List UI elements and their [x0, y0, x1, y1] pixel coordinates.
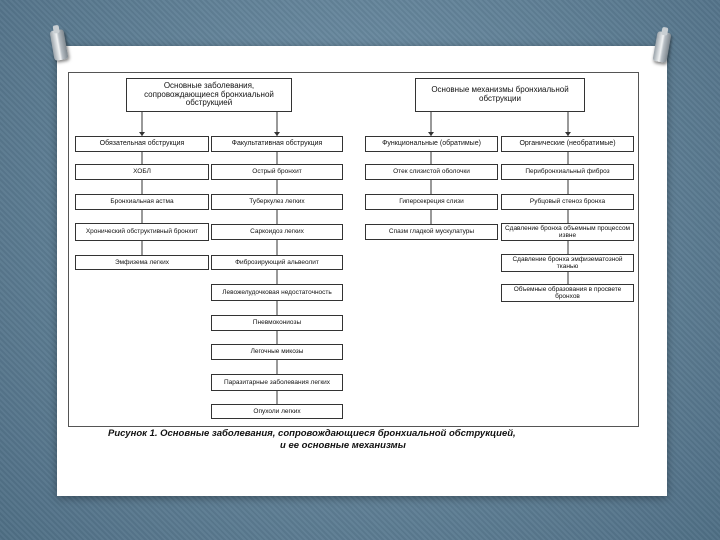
left-root-label: Основные заболевания, сопровождающиеся бронхиальной обструкцией — [144, 80, 274, 108]
obligatory-item-label: ХОБЛ — [133, 168, 151, 176]
facultative-item-label: Паразитарные заболевания легких — [223, 378, 331, 386]
facultative-item-label: Легочные микозы — [250, 348, 304, 356]
organic-item — [501, 194, 634, 210]
functional-item-label: Спазм гладкой мускулатуры — [388, 228, 475, 236]
organic-item-label: Перибронхиальный фиброз — [525, 168, 610, 176]
functional-item-label: Отек слизистой оболочки — [393, 168, 470, 176]
facultative-item — [211, 315, 343, 331]
category-functional — [365, 136, 498, 152]
facultative-item-label: Левожелудочковая недостаточность — [222, 288, 332, 296]
right-root-label: Основные механизмы бронхиальной обструкции — [431, 85, 569, 103]
facultative-item-label: Саркоидоз легких — [250, 228, 304, 236]
organic-item-label: Объемные образования в просвете бронхов — [513, 285, 622, 300]
obligatory-item-label: Хронический обструктивный бронхит — [85, 228, 199, 236]
category-obligatory — [75, 136, 209, 152]
facultative-item — [211, 344, 343, 360]
category-facultative — [211, 136, 343, 152]
facultative-item-label: Фиброзирующий альвеолит — [235, 258, 319, 266]
facultative-item — [211, 374, 343, 391]
facultative-item-label: Острый бронхит — [252, 168, 302, 176]
facultative-item — [211, 164, 343, 180]
obligatory-item — [75, 164, 209, 180]
right-root-box — [415, 78, 585, 112]
caption-line-1: Рисунок 1. Основные заболевания, сопровождающиеся бронхиальной обструкцией, — [108, 428, 516, 439]
caption-line-2: и ее основные механизмы — [280, 439, 406, 451]
obligatory-item-label: Бронхиальная астма — [110, 198, 174, 206]
functional-item — [365, 164, 498, 180]
facultative-item — [211, 284, 343, 301]
organic-item — [501, 164, 634, 180]
organic-item-label: Рубцовый стеноз бронха — [529, 198, 606, 206]
organic-item-label: Сдавление бронха эмфизематозной тканью — [512, 255, 623, 270]
category-facultative-label: Факультативная обструкция — [231, 140, 323, 148]
obligatory-item-label: Эмфизема легких — [115, 258, 169, 266]
figure-caption — [108, 428, 628, 452]
organic-item — [501, 254, 634, 272]
category-organic — [501, 136, 634, 152]
obligatory-item — [75, 194, 209, 210]
facultative-item — [211, 404, 343, 419]
facultative-item — [211, 255, 343, 270]
category-organic-label: Органические (необратимые) — [519, 140, 616, 148]
functional-item — [365, 224, 498, 240]
category-functional-label: Функциональные (обратимые) — [382, 140, 481, 148]
obligatory-item — [75, 223, 209, 241]
functional-item — [365, 194, 498, 210]
functional-item-label: Гиперсекреция слизи — [399, 198, 464, 206]
facultative-item-label: Опухоли легких — [253, 407, 301, 415]
facultative-item-label: Туберкулез легких — [249, 198, 305, 206]
left-root-box — [126, 78, 292, 112]
facultative-item — [211, 224, 343, 240]
facultative-item-label: Пневмокониозы — [252, 319, 302, 327]
obligatory-item — [75, 255, 209, 270]
organic-item-label: Сдавление бронха объемным процессом извне — [504, 224, 631, 239]
organic-item — [501, 223, 634, 241]
organic-item — [501, 284, 634, 302]
facultative-item — [211, 194, 343, 210]
category-obligatory-label: Обязательная обструкция — [99, 140, 185, 148]
